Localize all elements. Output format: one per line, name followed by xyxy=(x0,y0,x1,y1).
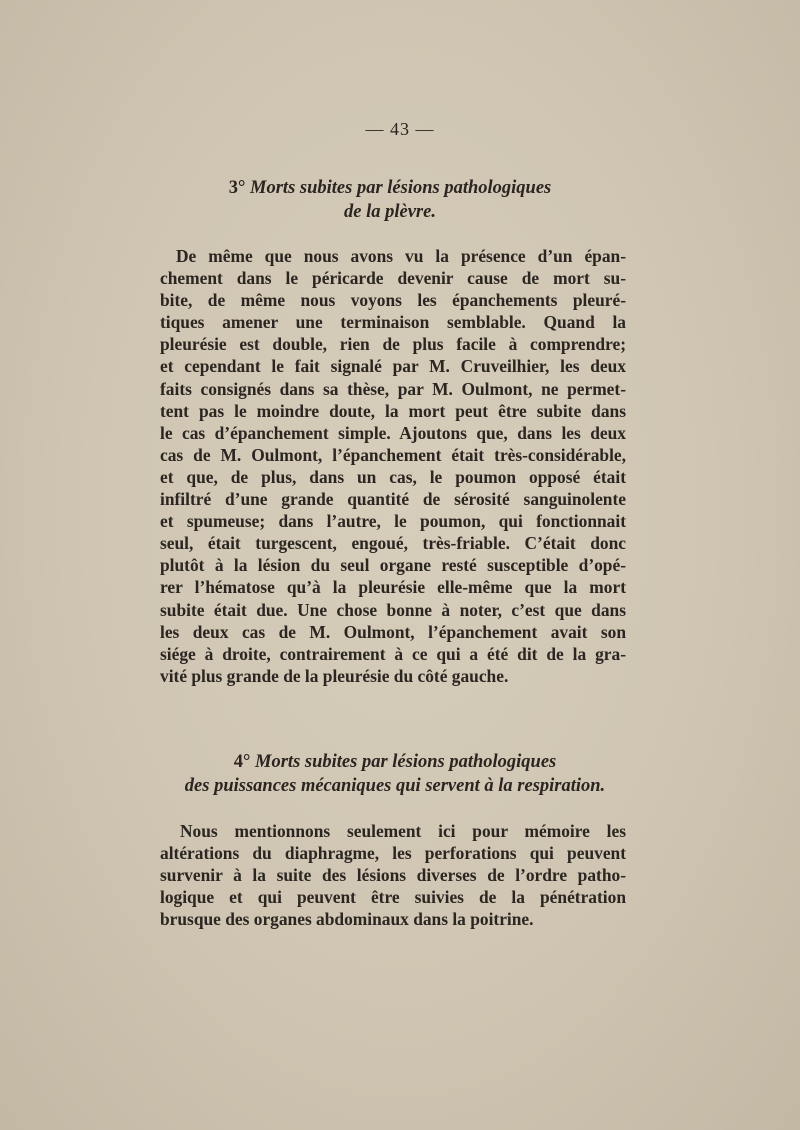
text-line: rer l’hématose qu’à la pleurésie elle-même que la mort xyxy=(160,577,626,598)
text-line: altérations du diaphragme, les perforations qui peuvent xyxy=(160,843,626,864)
text-line: faits consignés dans sa thèse, par M. Oulmont, ne permet- xyxy=(160,378,626,399)
heading-title: Morts subites par lésions pathologiques xyxy=(250,178,552,198)
text-line: chement dans le péricarde devenir cause de mort su- xyxy=(160,268,626,289)
heading-line-1 xyxy=(0,750,790,774)
section-paragraph-4 xyxy=(160,820,626,930)
text-line: bite, de même nous voyons les épanchements pleuré- xyxy=(160,290,626,311)
text-line: pleurésie est double, rien de plus facile à comprendre; xyxy=(160,334,626,355)
text-line: et que, de plus, dans un cas, le poumon opposé était xyxy=(160,466,626,487)
text-line: cas de M. Oulmont, l’épanchement était très-considérable, xyxy=(160,444,626,465)
heading-line-2: de la plèvre. xyxy=(344,202,436,222)
heading-line-1 xyxy=(0,176,780,200)
text-line: survenir à la suite des lésions diverses de l’ordre patho- xyxy=(160,865,626,886)
heading-number: 3° xyxy=(228,178,246,198)
text-line: plutôt à la lésion du seul organe resté susceptible d’opé- xyxy=(160,555,626,576)
text-line: et cependant le fait signalé par M. Cruveilhier, les deux xyxy=(160,356,626,377)
text-line: Nous mentionnons seulement ici pour mémoire les xyxy=(180,821,626,841)
text-line: De même que nous avons vu la présence d’un épan- xyxy=(176,246,626,266)
heading-line-2: des puissances mécaniques qui servent à la respiration. xyxy=(184,776,606,796)
section-heading-3 xyxy=(0,176,780,224)
text-line: seul, était turgescent, engoué, très-friable. C’était donc xyxy=(160,533,626,554)
text-line: le cas d’épanchement simple. Ajoutons que, dans les deux xyxy=(160,422,626,443)
text-line: tent pas le moindre doute, la mort peut être subite dans xyxy=(160,400,626,421)
heading-title: Morts subites par lésions pathologiques xyxy=(255,752,557,772)
text-line: siége à droite, contrairement à ce qui a été dit de la gra- xyxy=(160,643,626,664)
page-number: — 43 — xyxy=(365,119,435,139)
text-line: vité plus grande de la pleurésie du côté gauche. xyxy=(160,665,509,686)
text-line: tiques amener une terminaison semblable. Quand la xyxy=(160,312,626,333)
text-line: infiltré d’une grande quantité de sérosité sanguinolente xyxy=(160,489,626,510)
text-line: subite était due. Une chose bonne à noter, c’est que dans xyxy=(160,599,626,620)
section-heading-4 xyxy=(0,750,790,798)
text-line: brusque des organes abdominaux dans la poitrine. xyxy=(160,909,534,930)
text-line: les deux cas de M. Oulmont, l’épanchement avait son xyxy=(160,621,626,642)
section-paragraph-3 xyxy=(160,245,626,687)
heading-number: 4° xyxy=(233,752,251,772)
text-line: et spumeuse; dans l’autre, le poumon, qui fonctionnait xyxy=(160,511,626,532)
text-line: logique et qui peuvent être suivies de la pénétration xyxy=(160,887,626,908)
